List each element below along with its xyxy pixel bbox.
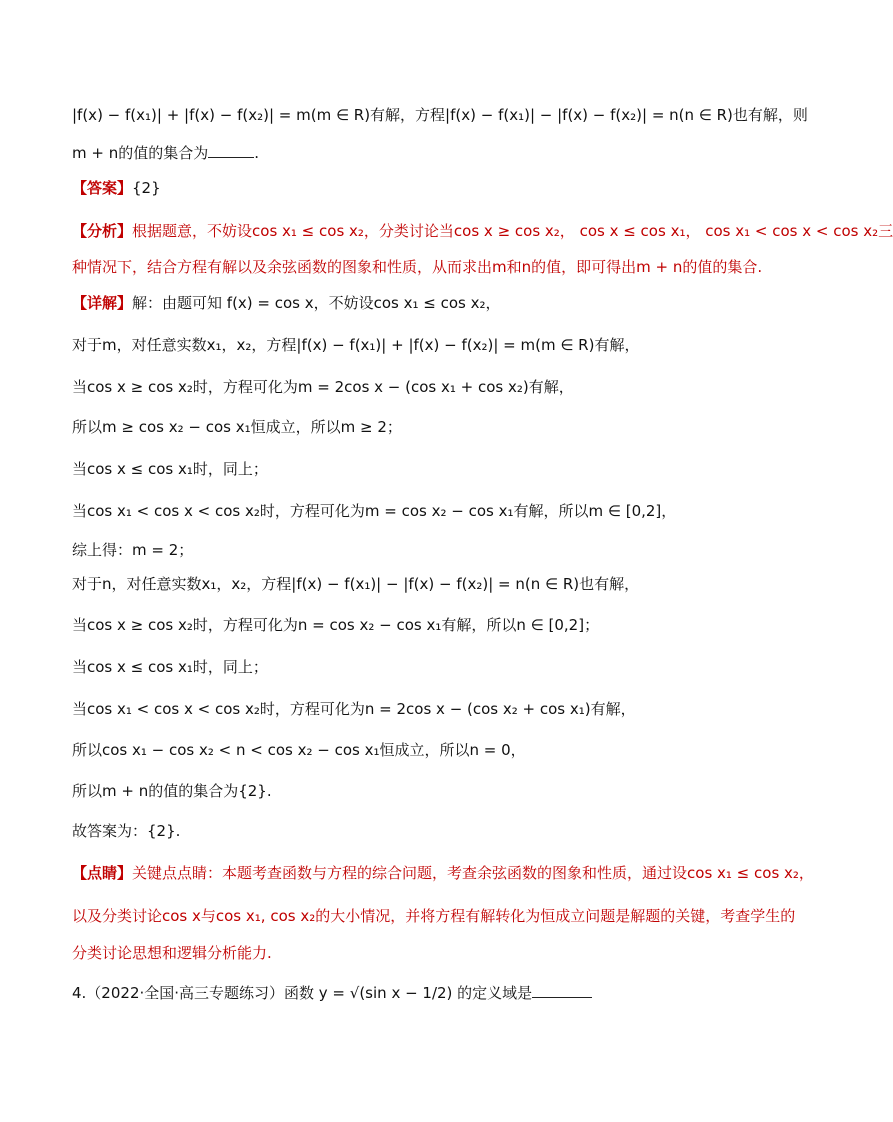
line-text: 当cos x ≥ cos x₂时，方程可化为m = 2cos x − (cos x₁ + cos x₂)有解， bbox=[72, 378, 574, 396]
text-line bbox=[72, 863, 814, 883]
line-text: 对于m，对任意实数x₁，x₂，方程|f(x) − f(x₁)| + |f(x) − f(x₂)| = m(m ∈ R)有解， bbox=[72, 336, 640, 354]
line-text: |f(x) − f(x₁)| + |f(x) − f(x₂)| = m(m ∈ R)有解，方程|f(x) − f(x₁)| − |f(x) − f(x₂)| = n(n ∈ R)也有解，则 bbox=[72, 106, 808, 124]
line-text: 当cos x ≥ cos x₂时，方程可化为n = cos x₂ − cos x₁有解，所以n ∈ [0,2]； bbox=[72, 616, 600, 634]
text-line bbox=[72, 540, 733, 560]
section-tag: 【分析】 bbox=[72, 222, 133, 240]
text-line bbox=[72, 983, 733, 1003]
line-text: 所以m ≥ cos x₂ − cos x₁恒成立，所以m ≥ 2； bbox=[72, 418, 402, 436]
line-text: 故答案为：{2}. bbox=[72, 822, 181, 840]
text-line bbox=[72, 574, 733, 594]
answer-blank bbox=[208, 143, 254, 158]
text-line bbox=[72, 417, 733, 437]
text-line bbox=[72, 459, 733, 479]
line-text: 当cos x ≤ cos x₁时，同上； bbox=[72, 658, 268, 676]
text-line bbox=[72, 257, 763, 277]
line-text: 4.（2022·全国·高三专题练习）函数 y = √(sin x − 1/2) 的定义域是 bbox=[72, 984, 533, 1002]
section-tag: 【详解】 bbox=[72, 294, 133, 312]
text-line bbox=[72, 906, 796, 926]
line-text: 所以cos x₁ − cos x₂ < n < cos x₂ − cos x₁恒成立，所以n = 0， bbox=[72, 741, 526, 759]
period: . bbox=[254, 144, 260, 162]
text-line bbox=[72, 221, 893, 241]
line-text: 分类讨论思想和逻辑分析能力. bbox=[72, 944, 272, 962]
section-tag: 【点睛】 bbox=[72, 864, 133, 882]
text-line bbox=[72, 293, 733, 313]
line-text: 解：由题可知 f(x) = cos x，不妨设cos x₁ ≤ cos x₂， bbox=[132, 294, 501, 312]
text-line bbox=[72, 781, 733, 801]
line-text: 当cos x ≤ cos x₁时，同上； bbox=[72, 460, 268, 478]
text-line bbox=[72, 178, 733, 198]
answer-blank bbox=[532, 983, 592, 998]
text-line bbox=[72, 740, 733, 760]
line-text: 种情况下，结合方程有解以及余弦函数的图象和性质，从而求出m和n的值，即可得出m + n的值的集合. bbox=[72, 258, 763, 276]
text-line bbox=[72, 143, 733, 163]
text-line bbox=[72, 335, 733, 355]
text-line bbox=[72, 377, 733, 397]
text-line bbox=[72, 501, 733, 521]
line-text: 当cos x₁ < cos x < cos x₂时，方程可化为n = 2cos x − (cos x₂ + cos x₁)有解， bbox=[72, 700, 636, 718]
line-text: 根据题意，不妨设cos x₁ ≤ cos x₂，分类讨论当cos x ≥ cos x₂， cos x ≤ cos x₁， cos x₁ < cos x < cos x₂三 bbox=[132, 222, 893, 240]
line-text: 对于n，对任意实数x₁，x₂，方程|f(x) − f(x₁)| − |f(x) − f(x₂)| = n(n ∈ R)也有解， bbox=[72, 575, 640, 593]
text-line bbox=[72, 615, 733, 635]
text-line bbox=[72, 105, 808, 125]
text-line bbox=[72, 699, 733, 719]
text-line bbox=[72, 657, 733, 677]
text-line bbox=[72, 821, 733, 841]
line-text: m + n的值的集合为 bbox=[72, 144, 209, 162]
line-text: 当cos x₁ < cos x < cos x₂时，方程可化为m = cos x₂ − cos x₁有解，所以m ∈ [0,2]， bbox=[72, 502, 677, 520]
text-line bbox=[72, 943, 733, 963]
line-text: 以及分类讨论cos x与cos x₁, cos x₂的大小情况，并将方程有解转化为恒成立问题是解题的关键，考查学生的 bbox=[72, 907, 796, 925]
line-text: 所以m + n的值的集合为{2}. bbox=[72, 782, 272, 800]
section-tag: 【答案】 bbox=[72, 179, 133, 197]
line-text: 关键点点睛：本题考查函数与方程的综合问题，考查余弦函数的图象和性质，通过设cos x₁ ≤ cos x₂， bbox=[132, 864, 814, 882]
line-text: 综上得：m = 2； bbox=[72, 541, 194, 559]
line-text: {2} bbox=[132, 179, 161, 197]
